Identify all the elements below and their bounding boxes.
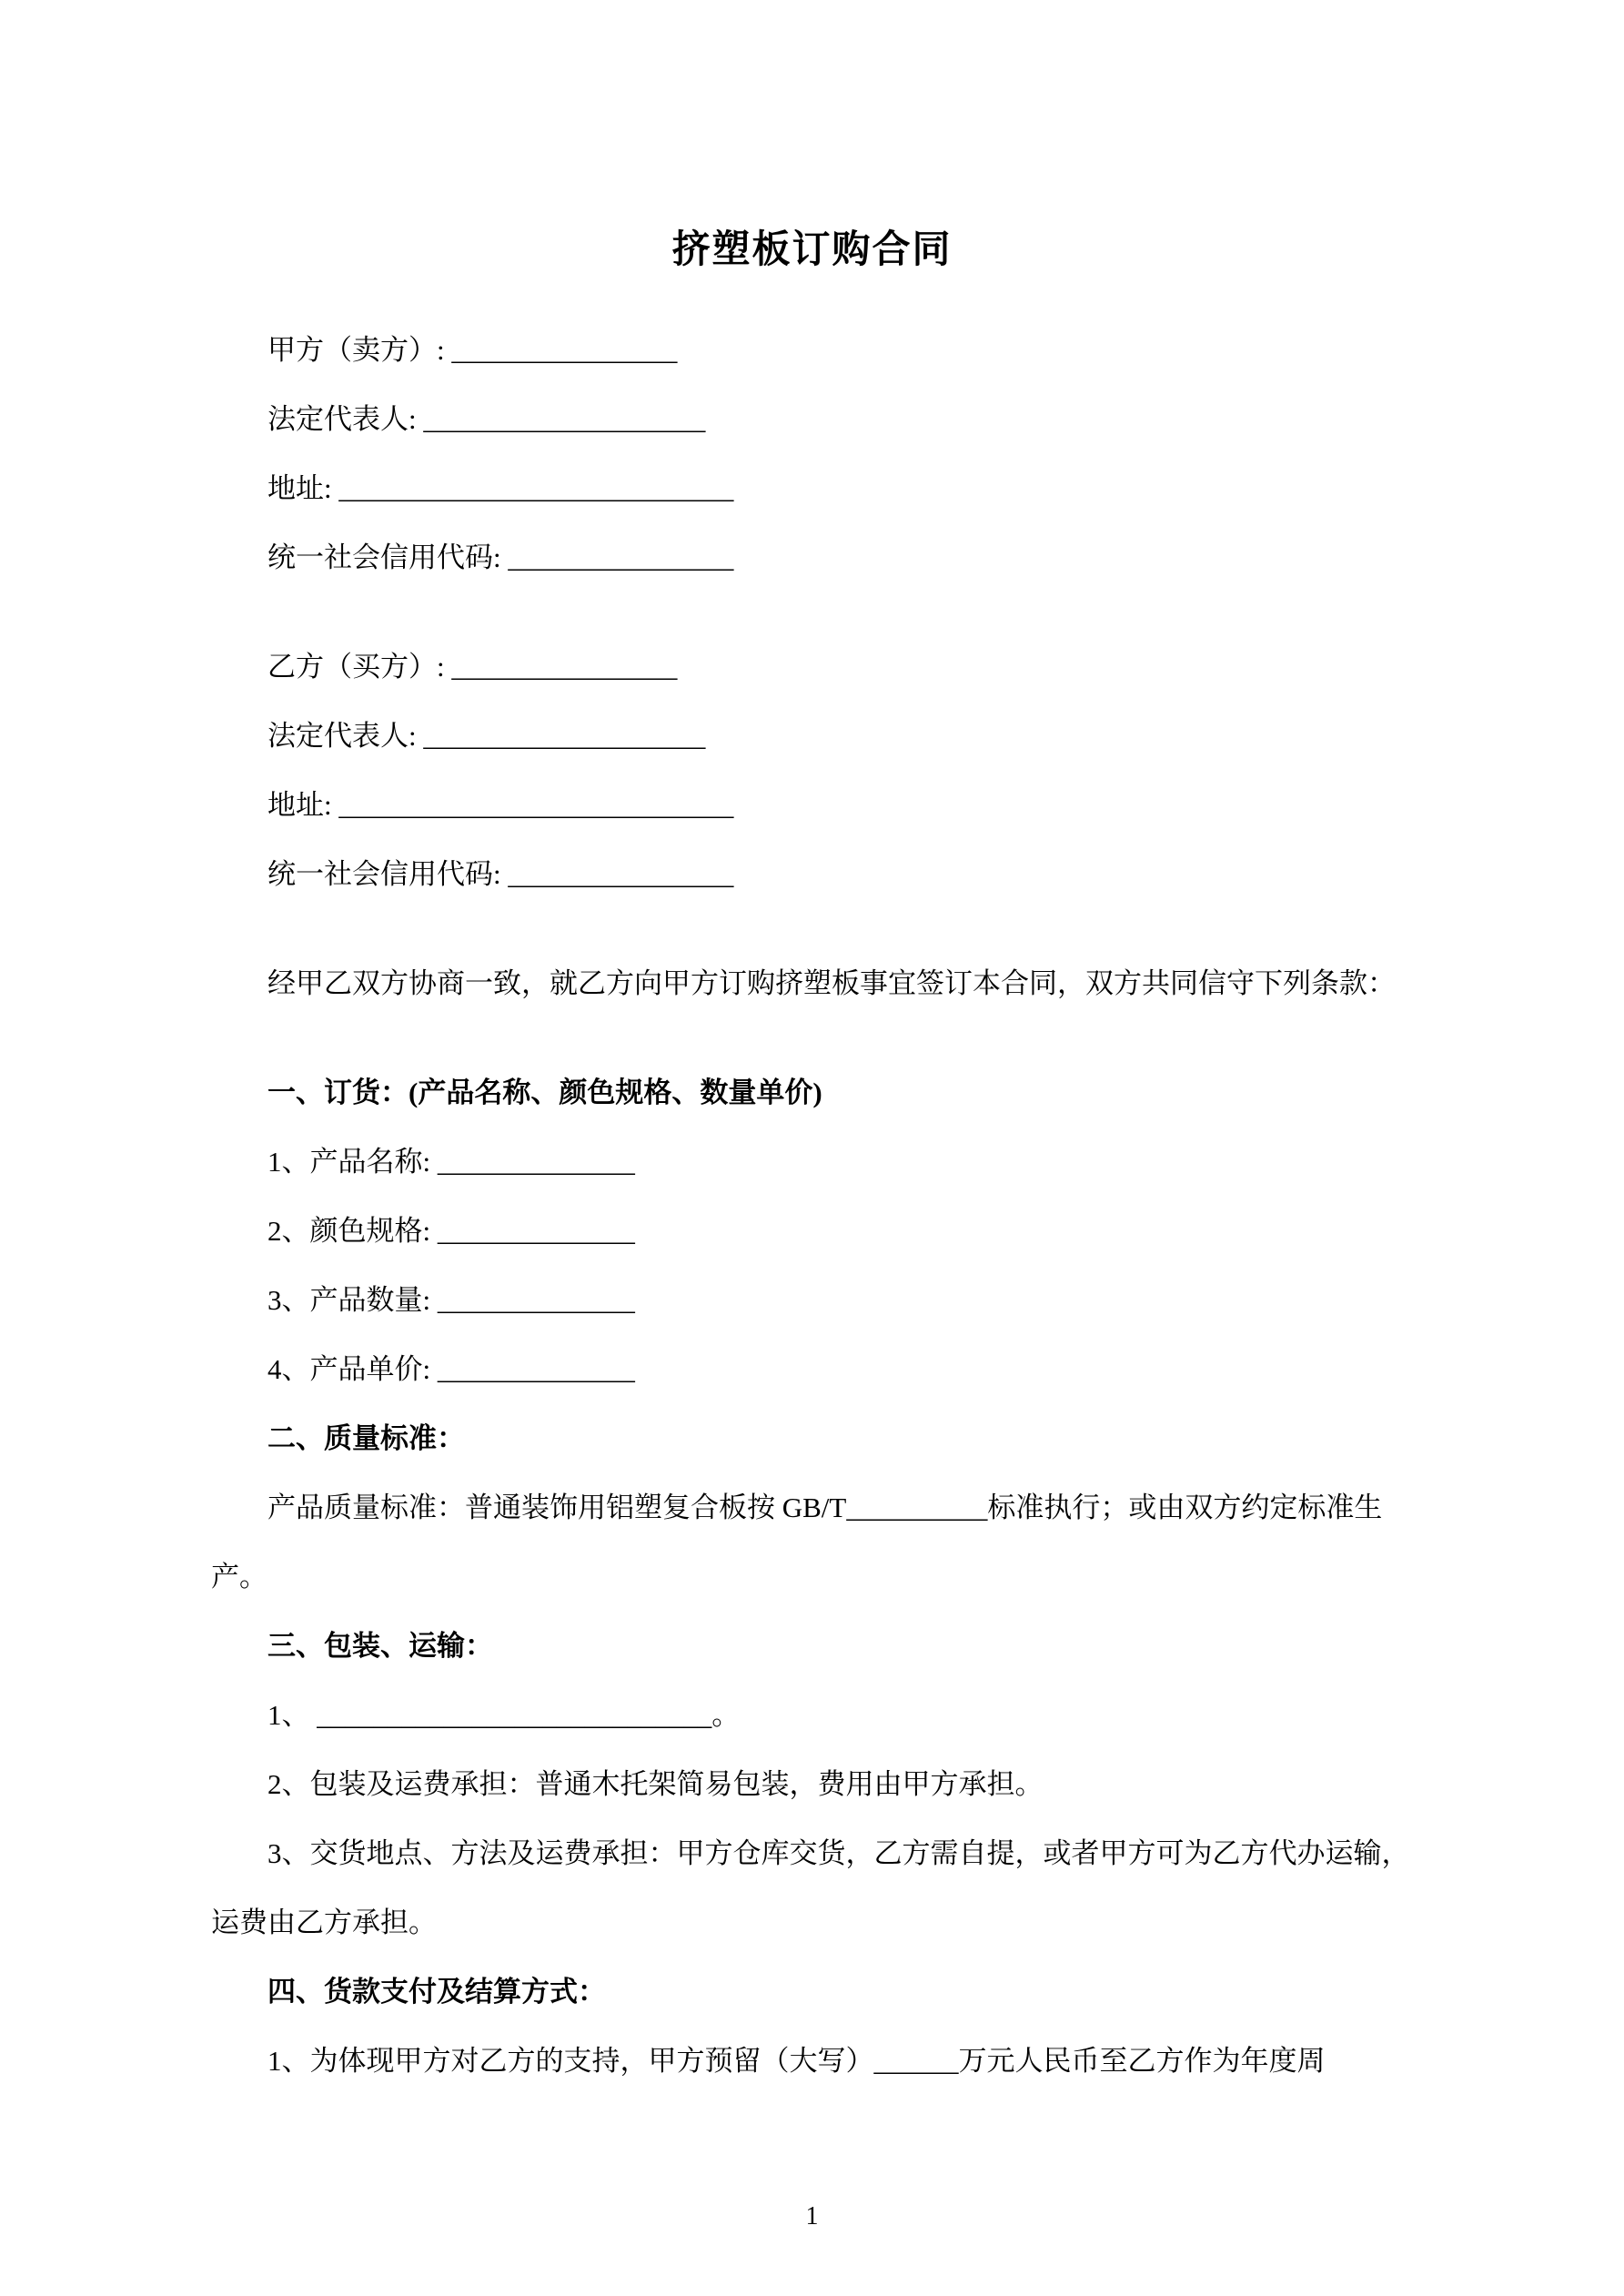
party-b-credit-code-line: 统一社会信用代码: ________________: [267, 858, 734, 890]
section-3-item-3: 3、交货地点、方法及运费承担：甲方仓库交货，乙方需自提，或者甲方可为乙方代办运输，运费由乙方承担。: [211, 1837, 1410, 1938]
section-3-item-1: 1、 ____________________________。: [267, 1699, 741, 1731]
party-a-address-line: 地址: ____________________________: [267, 472, 734, 504]
preamble-paragraph: 经甲乙双方协商一致，就乙方向甲方订购挤塑板事宜签订本合同，双方共同信守下列条款：: [267, 967, 1396, 999]
party-a-legal-rep-line: 法定代表人: ____________________: [267, 403, 706, 435]
section-1-item-3: 3、产品数量: ______________: [267, 1284, 635, 1316]
party-a-credit-code-line: 统一社会信用代码: ________________: [267, 541, 734, 573]
section-1-item-4: 4、产品单价: ______________: [267, 1353, 635, 1385]
section-1-item-2: 2、颜色规格: ______________: [267, 1215, 635, 1247]
party-b-legal-rep-line: 法定代表人: ____________________: [267, 720, 706, 752]
document-title: 挤塑板订购合同: [671, 229, 953, 271]
section-3-item-2: 2、包装及运费承担：普通木托架简易包装，费用由甲方承担。: [267, 1768, 1044, 1800]
section-4-item-1: 1、为体现甲方对乙方的支持，甲方预留（大写）______万元人民币至乙方作为年度周: [267, 2045, 1326, 2077]
section-3-heading: 三、包装、运输：: [267, 1630, 493, 1662]
section-2-heading: 二、质量标准：: [267, 1422, 465, 1454]
page-number: 1: [805, 2202, 819, 2230]
section-4-heading: 四、货款支付及结算方式：: [267, 1976, 606, 2008]
section-1-heading: 一、订货：(产品名称、颜色规格、数量单价): [267, 1077, 822, 1108]
party-a-name-line: 甲方（卖方）: ________________: [267, 334, 678, 366]
section-2-body: 产品质量标准：普通装饰用铝塑复合板按 GB/T__________标准执行；或由双方约定标准生产。: [211, 1492, 1383, 1593]
section-1-item-1: 1、产品名称: ______________: [267, 1146, 635, 1178]
party-b-address-line: 地址: ____________________________: [267, 789, 734, 821]
party-b-name-line: 乙方（买方）: ________________: [267, 651, 678, 683]
